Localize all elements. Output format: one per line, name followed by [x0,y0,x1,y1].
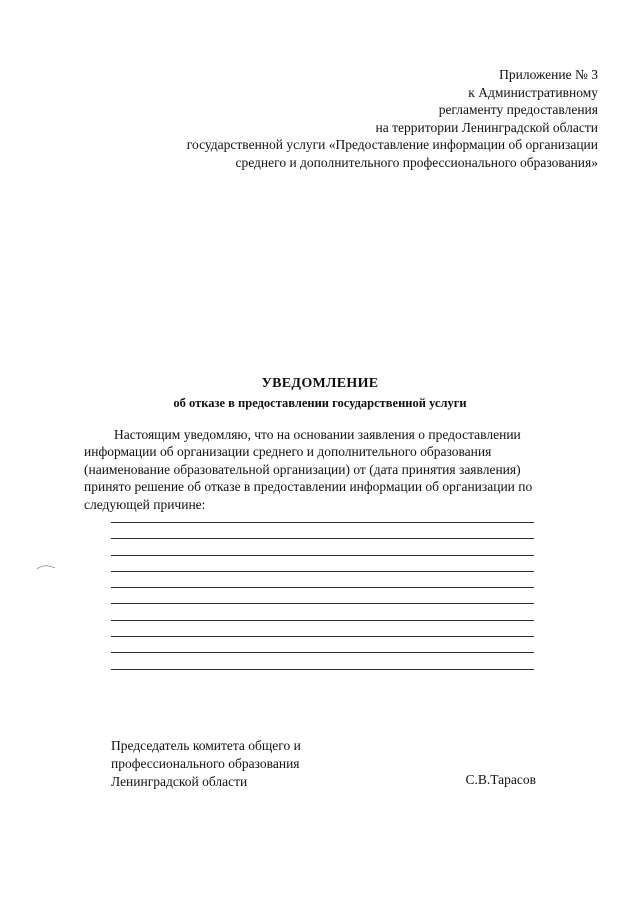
signature-position [111,737,301,790]
scan-mark [36,563,56,571]
blank-line [111,555,534,556]
blank-line [111,652,534,653]
appendix-header [187,66,598,172]
position-line: профессионального образования [111,755,300,771]
blank-line [111,522,534,523]
header-line: государственной услуги «Предоставление информации об организации [186,137,598,153]
blank-line [111,603,534,604]
reason-blank-lines [111,522,534,685]
body-line: (наименование образовательной организации) от (дата принятия заявления) [84,461,521,477]
blank-line [111,669,534,670]
notice-title: УВЕДОМЛЕНИЕ [261,376,379,391]
body-line: следующей причине: [84,496,206,512]
header-line: Приложение № 3 [499,67,598,82]
header-line: регламенту предоставления [438,102,598,118]
notice-subtitle: об отказе в предоставлении государственной услуги [173,396,467,410]
header-line: к Административному [468,84,598,100]
blank-line [111,620,534,621]
header-line: среднего и дополнительного профессионального образования» [235,154,598,170]
blank-line [111,571,534,572]
body-line: Настоящим уведомляю, что на основании заявления о предоставлении [114,427,521,442]
blank-line [111,587,534,588]
body-line: информации об организации среднего и дополнительного образования [84,444,492,460]
body-line: принято решение об отказе в предоставлении информации об организации по [84,479,533,495]
notice-body [84,426,564,513]
position-line: Ленинградской области [111,773,248,789]
signer-name: С.В.Тарасов [465,772,536,787]
blank-line [111,636,534,637]
header-line: на территории Ленинградской области [375,119,598,135]
position-line: Председатель комитета общего и [111,738,301,753]
blank-line [111,538,534,539]
